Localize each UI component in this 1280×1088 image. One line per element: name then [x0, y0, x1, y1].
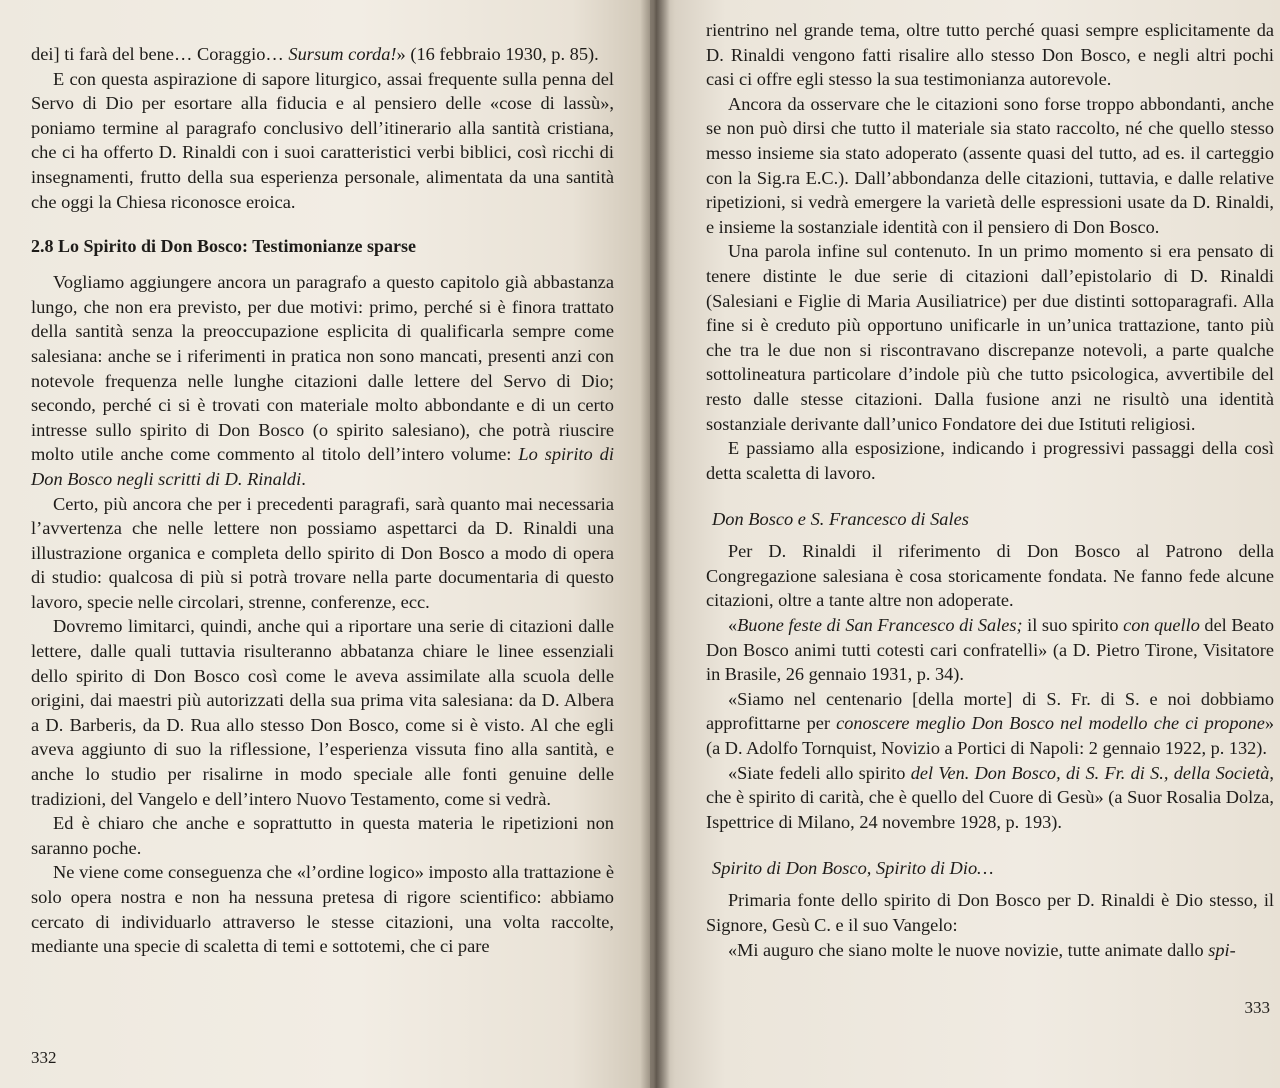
paragraph [706, 436, 1274, 485]
italic-text: spi- [1208, 939, 1236, 960]
section-heading: 2.8 Lo Spirito di Don Bosco: Testimonianze sparse [31, 236, 417, 257]
text-run: il suo spirito [1022, 615, 1124, 636]
text-run: rientrino nel grande tema, oltre tutto perché quasi sempre esplicitamente da D. Rinaldi vengono fatti risalire allo stesso Don Bosco, e negli altri pochi casi ci offre egli stesso la sua testimonianza autorevole. [706, 20, 1274, 90]
paragraph [31, 67, 614, 215]
paragraph [31, 42, 614, 67]
paragraph [31, 860, 614, 958]
paragraph [706, 687, 1274, 761]
subsection-heading: Spirito di Don Bosco, Spirito di Dio… [712, 858, 994, 879]
italic-text: Sursum corda! [288, 44, 397, 64]
italic-text: Lo spirito di Don Bosco negli scritti di D. Rinaldi [31, 444, 614, 489]
text-run: « [728, 615, 738, 636]
paragraph [706, 92, 1274, 240]
italic-text: Buone feste di San Francesco di Sales; [737, 615, 1023, 636]
right-page-text [706, 18, 1274, 962]
subsection-heading: Don Bosco e S. Francesco di Sales [712, 509, 969, 530]
paragraph [31, 811, 614, 860]
text-run: E con questa aspirazione di sapore liturgico, assai frequente sulla penna del Servo di Dio per esortare alla fiducia e al pensiero delle «cose di lassù», poniamo termine al paragrafo conclusivo dell’itinerario alla santità cristiana, che ci ha offerto D. Rinaldi con i suoi caratteristici verbi biblici, così ricchi di insegnamenti, frutto della sua esperienza personale, alimentata da una santità che oggi la Chiesa riconosce eroica. [31, 68, 614, 212]
text-run: » (a D. Adolfo Tornquist, Novizio a Portici di Napoli: 2 gennaio 1922, p. 132). [706, 713, 1274, 759]
text-run: Una parola infine sul contenuto. In un primo momento si era pensato di tenere distinte le due serie di citazioni dall’epistolario di D. Rinaldi (Salesiani e Figlie di Maria Ausiliatrice) per due distinti sottoparagrafi. Alla fine si è creduto più opportuno unificarle in un’unica trattazione, tanto più che tra le due non si riscontravano discrepanze notevoli, a parte qualche sottolineatura particolare d’indole più che tutto psicologica, avvertibile del resto dalle stesse citazioni. Dalla fusione anzi ne risultò una identità sostanziale derivante dall’unico Fondatore dei due Istituti religiosi. [706, 241, 1274, 434]
text-run: «Siate fedeli allo spirito [728, 762, 911, 783]
text-run: «Siamo nel centenario [della morte] di S. Fr. di S. e noi dobbiamo approfittarne per [706, 688, 1274, 734]
paragraph [706, 938, 1274, 963]
page-number-left: 332 [31, 1048, 57, 1067]
italic-text: conoscere meglio Don Bosco nel modello che ci propone [836, 713, 1265, 734]
text-run: » (16 febbraio 1930, p. 85). [396, 44, 599, 64]
paragraph [706, 761, 1274, 835]
paragraph [706, 539, 1274, 613]
text-run: E passiamo alla esposizione, indicando i progressivi passaggi della così detta scaletta di lavoro. [706, 438, 1274, 483]
text-run: Primaria fonte dello spirito di Don Bosco per D. Rinaldi è Dio stesso, il Signore, Gesù C. e il suo Vangelo: [706, 890, 1274, 935]
right-page [650, 0, 1280, 1088]
text-run: , che è spirito di carità, che è quello del Cuore di Gesù» (a Suor Rosalia Dolza, Ispettrice di Milano, 24 novembre 1928, p. 193). [706, 762, 1274, 832]
text-run: Certo, più ancora che per i precedenti paragrafi, sarà quanto mai necessaria l’avvertenza che nelle lettere non possiamo aspettarci da D. Rinaldi una illustrazione organica e completa dello spirito di Don Bosco a modo di opera di studio: qualcosa di più si potrà trovare nella parte documentaria di questo lavoro, specie nelle circolari, strenne, conferenze, ecc. [31, 493, 614, 612]
text-run: Ne viene come conseguenza che «l’ordine logico» imposto alla trattazione è solo opera nostra e non ha nessuna pretesa di rigore scientifico: abbiamo cercato di individuarlo attraverso le stesse citazioni, una volta raccolte, mediante una specie di scaletta di temi e sottotemi, che ci pare [31, 862, 614, 957]
text-run: dei] ti farà del bene… Coraggio… [31, 44, 289, 64]
left-page-text [31, 42, 614, 959]
page-number-right: 333 [1244, 998, 1270, 1017]
text-run: Dovremo limitarci, quindi, anche qui a riportare una serie di citazioni dalle lettere, dalle quali tuttavia risulteranno abbatanza chiare le linee essenziali dello spirito di Don Bosco così come le aveva assimilate alla scuola delle origini, dai maestri più autorizzati della sua prima vita salesiana: da D. Albera a D. Barberis, da D. Rua allo stesso Don Bosco, come si è visto. Al che egli aveva aggiunto di suo la riflessione, l’esperienza vissuta fino alla santità, e anche lo studio per risalirne in modo speciale alle fonti genuine delle tradizioni, del Vangelo e dell’intero Nuovo Testamento, come si vedrà. [31, 616, 614, 809]
paragraph [706, 18, 1274, 92]
italic-text: con quello [1123, 615, 1200, 636]
italic-text: del Ven. Don Bosco, di S. Fr. di S., della Società [910, 762, 1270, 783]
text-run: del Beato Don Bosco animi tutti cotesti cari confratelli» (a D. Pietro Tirone, Visitatore in Brasile, 26 gennaio 1931, p. 34). [706, 615, 1274, 685]
paragraph [706, 888, 1274, 937]
paragraph [31, 492, 614, 615]
text-run: «Mi auguro che siano molte le nuove novizie, tutte animate dallo [728, 939, 1209, 960]
paragraph [706, 613, 1274, 687]
text-run: . [301, 468, 306, 489]
text-run: Vogliamo aggiungere ancora un paragrafo a questo capitolo già abbastanza lungo, che non era previsto, per due motivi: primo, perché si è finora trattato della santità senza la preoccupazione esplicita di qualificarla sempre come salesiana: anche se i riferimenti in pratica non sono mancati, presenti anzi con notevole frequenza nelle lunghe citazioni dalle lettere del Servo di Dio; secondo, perché ci si è trovati con materiale molto abbondante e di un certo intresse sullo spirito di Don Bosco (o spirito salesiano), che potrà riuscire molto utile anche come commento al titolo dell’intero volume: [31, 272, 614, 465]
text-run: Ed è chiaro che anche e soprattutto in questa materia le ripetizioni non saranno poche. [31, 813, 614, 858]
paragraph [31, 270, 614, 491]
text-run: Ancora da osservare che le citazioni sono forse troppo abbondanti, anche se non può dirsi che tutto il materiale sia stato raccolto, né che quello stesso messo insieme sia stato adoperato (assente quasi del tutto, ad es. il carteggio con la Sig.ra E.C.). Dall’abbondanza delle citazioni, tuttavia, e dalle relative ripetizioni, si vedrà emergere la varietà delle espressioni usate da D. Rinaldi, e insieme la sostanziale identità con il pensiero di Don Bosco. [706, 93, 1274, 237]
paragraph [31, 614, 614, 811]
text-run: Per D. Rinaldi il riferimento di Don Bosco al Patrono della Congregazione salesiana è cosa storicamente fondata. Ne fanno fede alcune citazioni, oltre a tante altre non adoperate. [706, 541, 1274, 611]
paragraph [706, 239, 1274, 436]
